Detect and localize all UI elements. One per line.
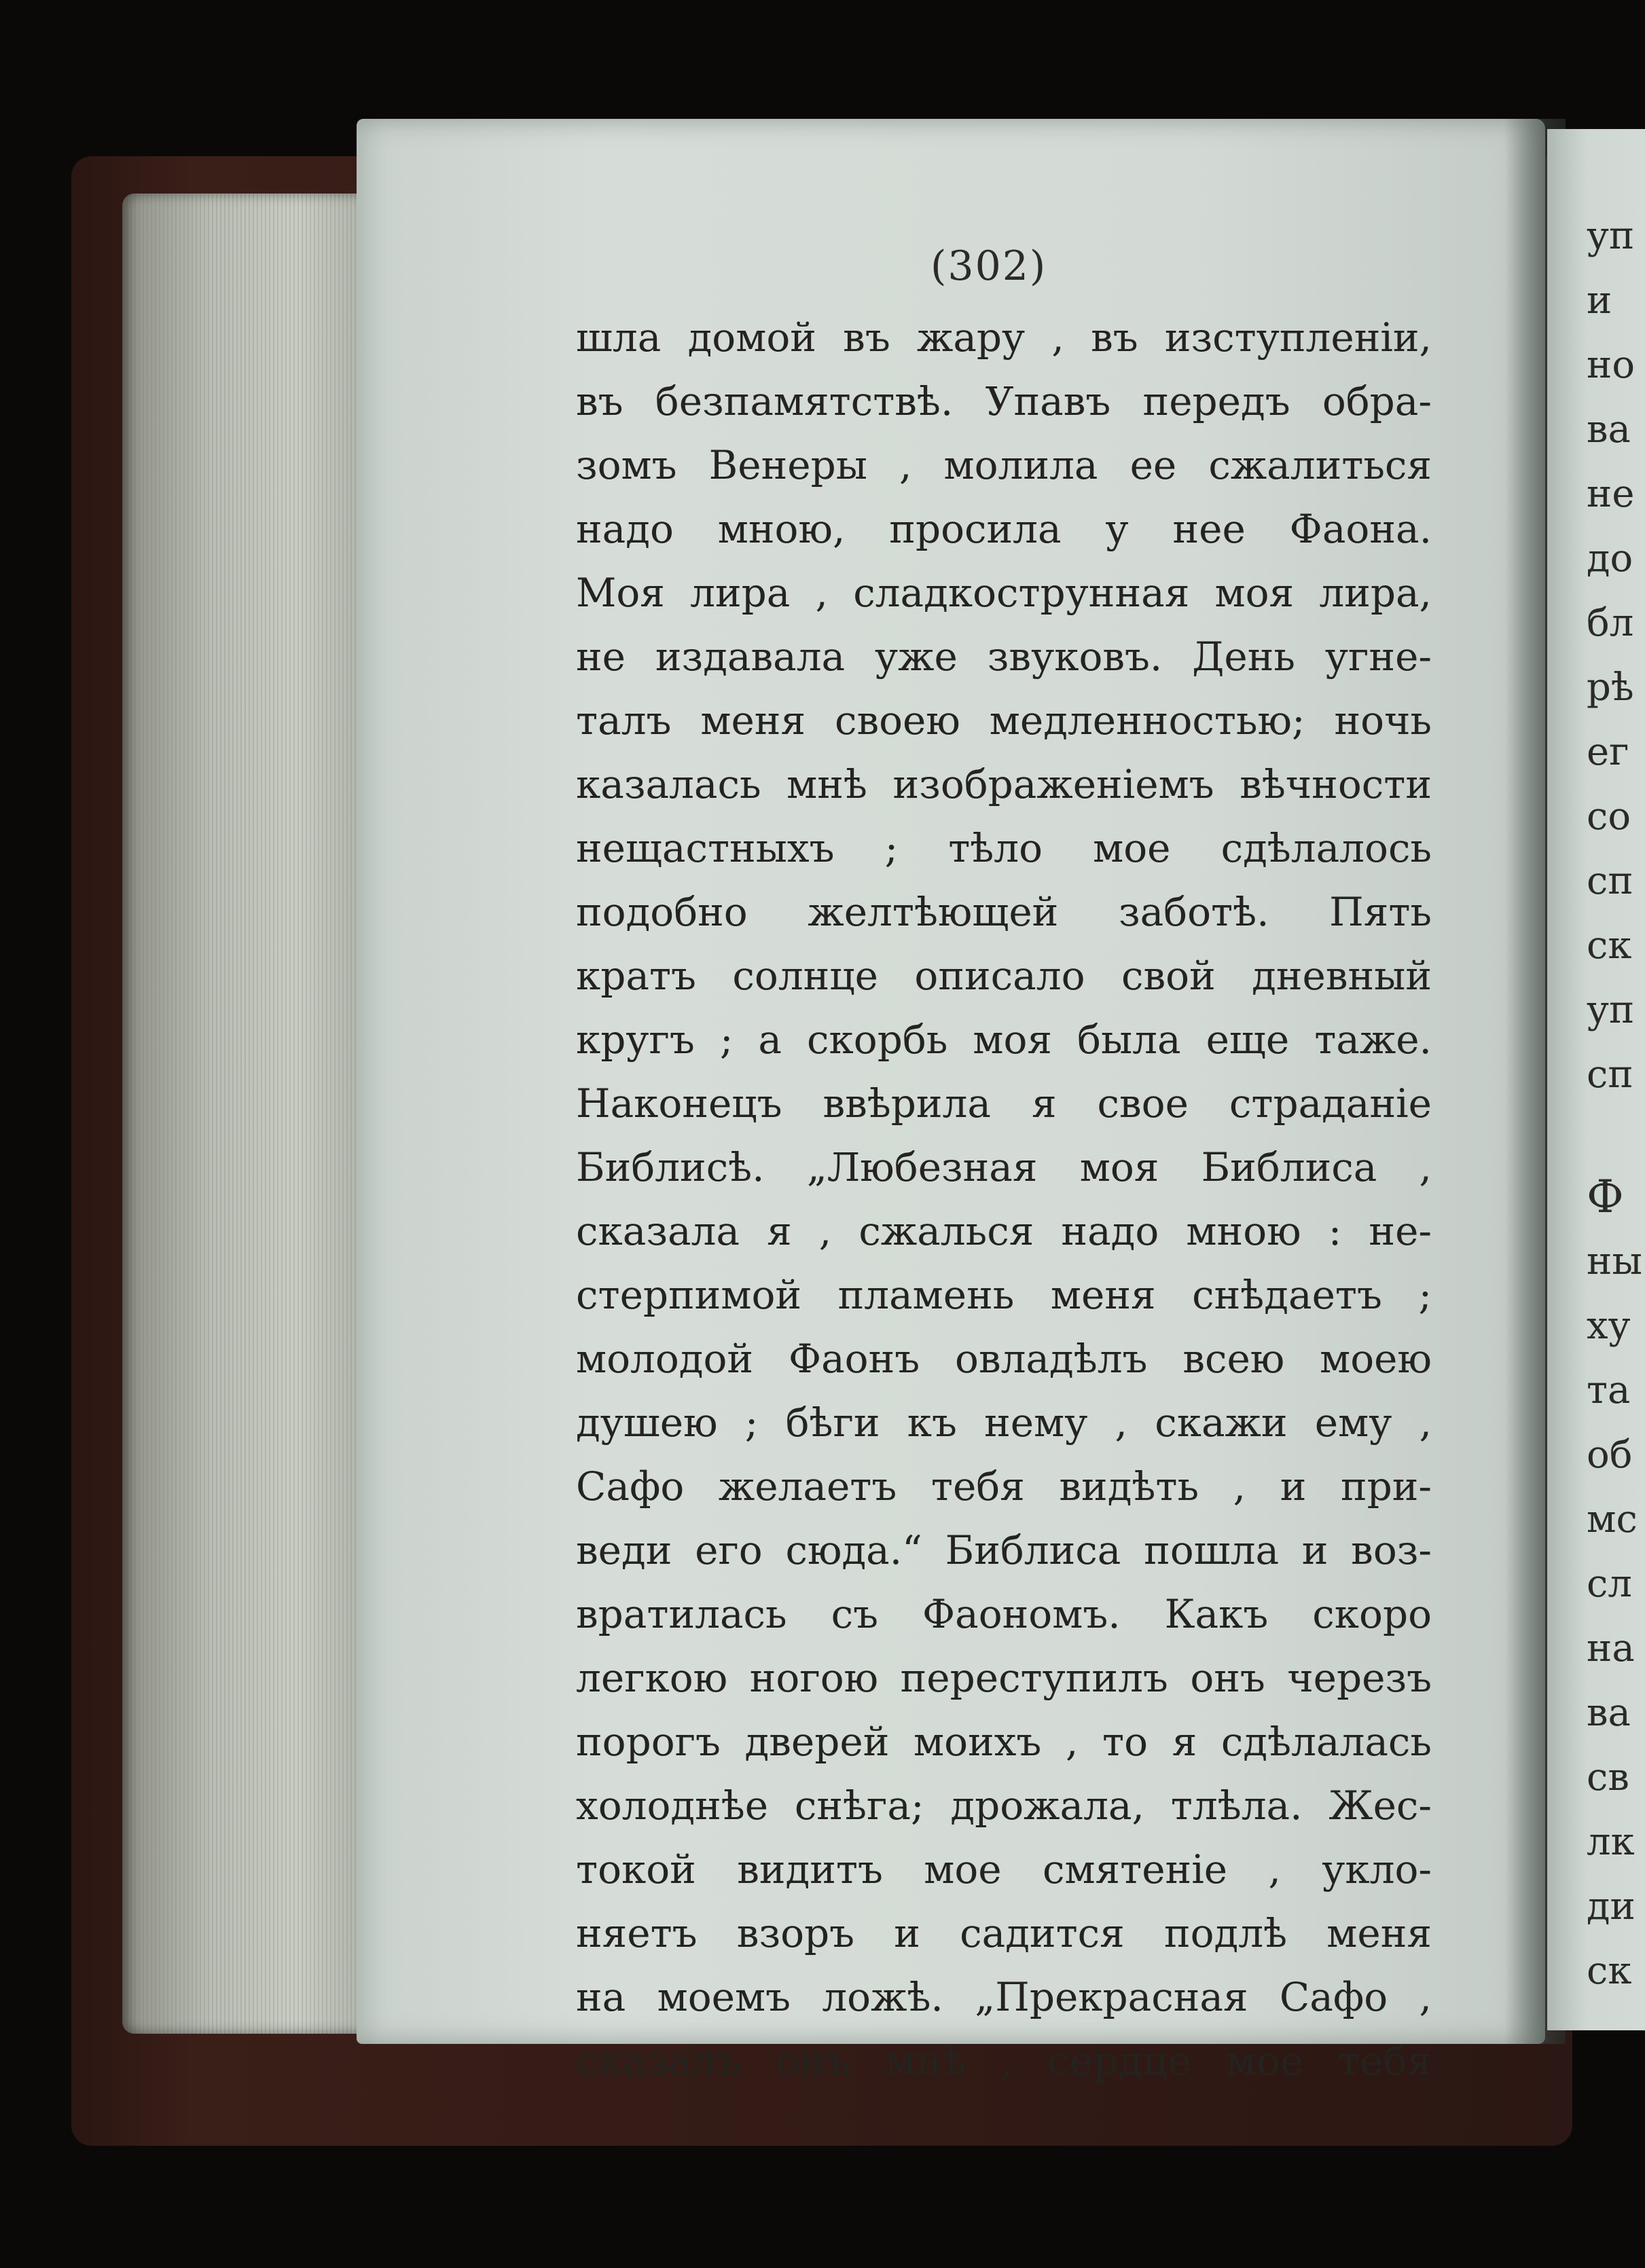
text-line: легкою ногою переступилъ онъ черезъ [576, 1655, 1432, 1701]
facing-page-fragment: не [1587, 472, 1635, 516]
facing-page-fragment: ск [1587, 1949, 1632, 1993]
text-line: сказалъ онъ мнѣ , сердце мое тебя [576, 2038, 1432, 2084]
text-line: казалась мнѣ изображеніемъ вѣчности [576, 761, 1432, 807]
facing-page-fragment: сп [1587, 859, 1633, 903]
facing-page-fragment: ва [1587, 407, 1631, 452]
text-line: надо мною, просила у нее Фаона. [576, 506, 1432, 552]
facing-page-fragment: об [1587, 1433, 1633, 1477]
text-line: молодой Фаонъ овладѣлъ всею моею [576, 1336, 1432, 1382]
facing-page-fragment: ди [1587, 1884, 1635, 1928]
text-line: въ безпамятствѣ. Упавъ передъ обра- [576, 378, 1432, 424]
text-line: не издавала уже звуковъ. День угне- [576, 634, 1432, 680]
text-line: подобно желтѣющей заботѣ. Пять [576, 889, 1432, 935]
page-number: (302) [930, 242, 1047, 290]
facing-page-fragment: ху [1587, 1304, 1631, 1348]
text-line: веди его сюда.“ Библиса пошла и воз- [576, 1527, 1432, 1573]
facing-page-fragment: уп [1587, 214, 1635, 258]
facing-page-fragment: рѣ [1587, 665, 1634, 710]
facing-page [1547, 129, 1645, 2030]
text-line: Моя лира , сладкострунная моя лира, [576, 570, 1432, 616]
text-line: вратилась съ Фаономъ. Какъ скоро [576, 1591, 1432, 1637]
facing-page-fragment: до [1587, 536, 1633, 581]
text-line: душею ; бѣги къ нему , скажи ему , [576, 1400, 1432, 1446]
text-line: Наконецъ ввѣрила я свое страданіе [576, 1080, 1432, 1127]
facing-page-fragment: со [1587, 794, 1631, 839]
facing-page-fragment: ск [1587, 923, 1632, 968]
text-line: талъ меня своею медленностью; ночь [576, 697, 1432, 744]
text-line: Библисѣ. „Любезная моя Библиса , [576, 1144, 1432, 1190]
text-line: холоднѣе снѣга; дрожала, тлѣла. Жес- [576, 1782, 1432, 1829]
facing-page-fragment: св [1587, 1755, 1629, 1799]
facing-page-fragment: уп [1587, 988, 1635, 1032]
facing-page-fragment: и [1587, 278, 1612, 323]
text-line: кратъ солнце описало свой дневный [576, 953, 1432, 999]
facing-page-fragment: на [1587, 1626, 1635, 1670]
facing-page-fragment: лк [1587, 1820, 1635, 1864]
text-line: Сафо желаетъ тебя видѣть , и при- [576, 1463, 1432, 1510]
text-line: токой видитъ мое смятеніе , укло- [576, 1846, 1432, 1892]
facing-page-fragment: сп [1587, 1053, 1633, 1097]
facing-page-fragment: ны [1587, 1239, 1642, 1283]
facing-page-fragment: сл [1587, 1562, 1632, 1606]
page-edges [122, 194, 374, 2034]
facing-page-fragment: ег [1587, 730, 1629, 774]
facing-page-fragment: мс [1587, 1497, 1638, 1541]
text-line: зомъ Венеры , молила ее сжалиться [576, 442, 1432, 488]
facing-page-fragment: Ф [1587, 1171, 1624, 1223]
page-text [576, 306, 1432, 2093]
facing-page-fragment: бл [1587, 601, 1634, 645]
text-line: порогъ дверей моихъ , то я сдѣлалась [576, 1719, 1432, 1765]
text-line: кругъ ; а скорбь моя была еще таже. [576, 1017, 1432, 1063]
text-line: сказала я , сжалься надо мною : не- [576, 1208, 1432, 1254]
text-line: нещастныхъ ; тѣло мое сдѣлалось [576, 825, 1432, 871]
facing-page-fragment: но [1587, 343, 1635, 387]
text-line: на моемъ ложѣ. „Прекрасная Сафо , [576, 1974, 1432, 2020]
text-line: шла домой въ жару , въ изступленіи, [576, 314, 1432, 361]
facing-page-fragment: ва [1587, 1691, 1631, 1735]
text-line: стерпимой пламень меня снѣдаетъ ; [576, 1272, 1432, 1318]
text-line: няетъ взоръ и садится подлѣ меня [576, 1910, 1432, 1956]
facing-page-fragment: та [1587, 1368, 1631, 1412]
